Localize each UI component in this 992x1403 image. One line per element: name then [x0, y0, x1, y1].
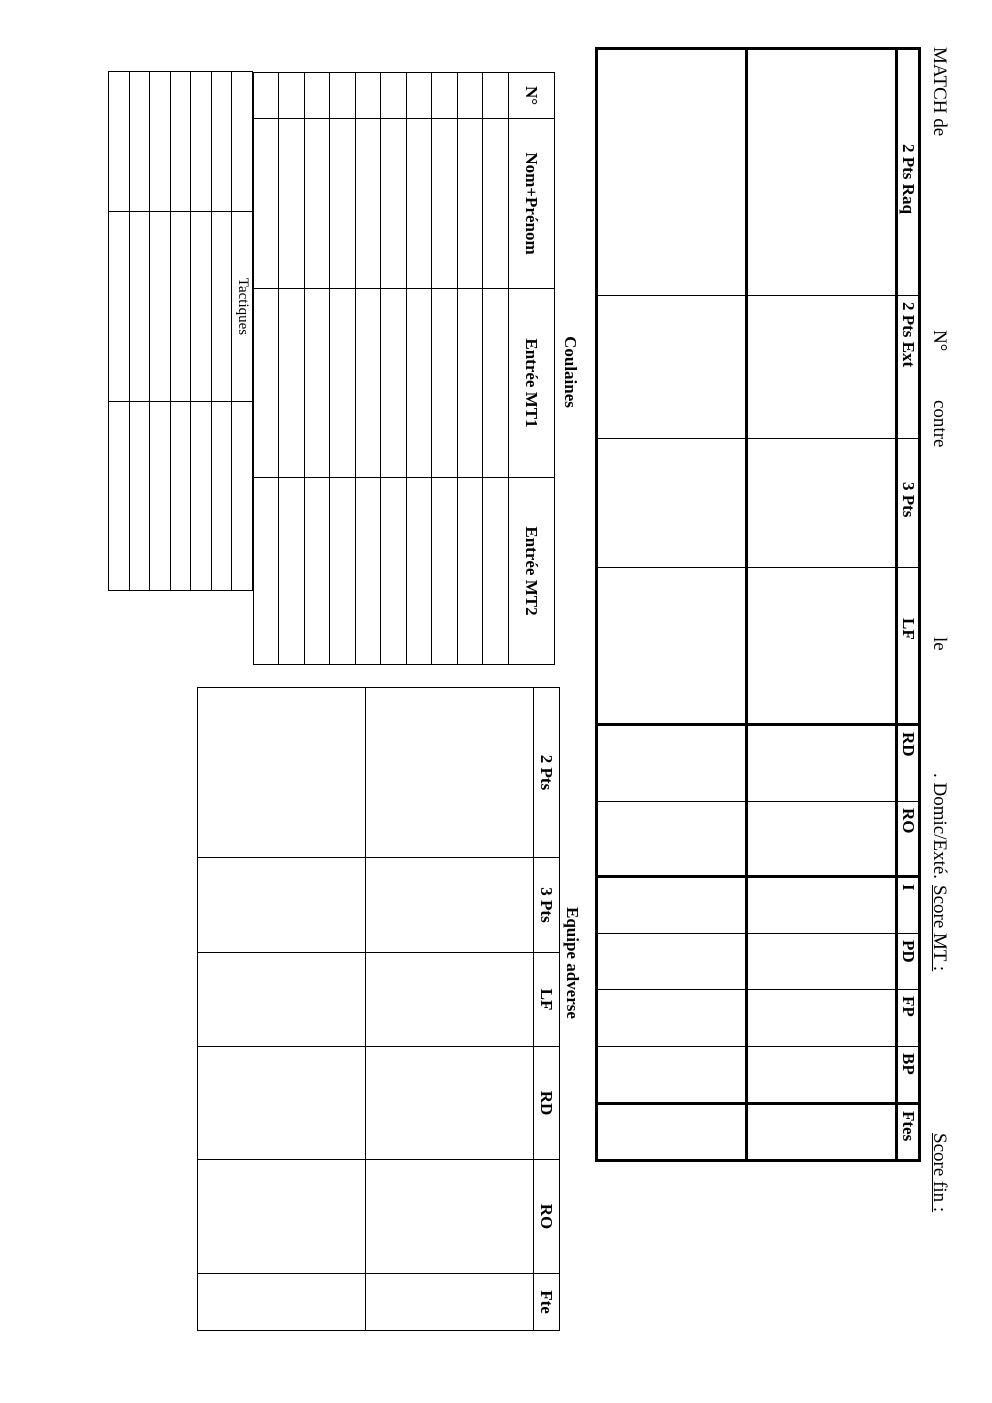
- tactics-cell[interactable]: [171, 402, 192, 591]
- col-2pts-raquette: 2 Pts Raq: [897, 49, 920, 296]
- roster-cell[interactable]: [356, 478, 382, 665]
- roster-header-row: [509, 73, 555, 665]
- stats-cell[interactable]: [597, 934, 747, 990]
- stats-cell[interactable]: [597, 296, 747, 439]
- col-rebonds-defensifs: RD: [897, 725, 920, 802]
- opponent-title: Equipe adverse: [563, 907, 582, 1019]
- roster-col-numero: N°: [509, 73, 555, 119]
- stats-header-row: [897, 49, 920, 1161]
- col-passes-decisives: PD: [897, 934, 920, 990]
- date-label: le: [929, 637, 950, 651]
- opponent-row-1: [366, 688, 534, 1331]
- tactics-cell[interactable]: [150, 72, 171, 212]
- tactics-cell[interactable]: [191, 212, 212, 402]
- score-final-label: Score fin :: [929, 1133, 950, 1213]
- col-lancers-francs: LF: [897, 568, 920, 725]
- roster-cell[interactable]: [483, 73, 509, 119]
- opp-col-fautes: Fte: [534, 1274, 560, 1331]
- tactics-cell[interactable]: [212, 212, 233, 402]
- opp-col-2pts: 2 Pts: [534, 688, 560, 858]
- opp-cell[interactable]: [366, 1274, 534, 1331]
- stats-cell[interactable]: [747, 802, 897, 877]
- opp-col-3pts: 3 Pts: [534, 858, 560, 953]
- tactics-cell[interactable]: [109, 212, 130, 402]
- opp-cell[interactable]: [366, 688, 534, 858]
- stats-cell[interactable]: [747, 990, 897, 1047]
- roster-row: [407, 73, 433, 665]
- roster-cell[interactable]: [254, 73, 280, 119]
- roster-row: [254, 73, 280, 665]
- roster-cell[interactable]: [432, 73, 458, 119]
- tactics-cell[interactable]: [212, 402, 233, 591]
- opponent-stats-table: [197, 687, 560, 1331]
- stats-cell[interactable]: [747, 1104, 897, 1161]
- roster-cell[interactable]: [305, 478, 331, 665]
- roster-cell[interactable]: [330, 73, 356, 119]
- roster-cell[interactable]: [483, 478, 509, 665]
- tactics-row: [212, 72, 233, 591]
- stats-cell[interactable]: [597, 877, 747, 934]
- team-stats-table: [595, 47, 921, 1162]
- stats-cell[interactable]: [597, 1047, 747, 1104]
- opp-cell[interactable]: [366, 858, 534, 953]
- col-fautes-provoquees: FP: [897, 990, 920, 1047]
- col-2pts-exterieur: 2 Pts Ext: [897, 296, 920, 439]
- tactics-row: [130, 72, 151, 591]
- tactics-row: [232, 72, 253, 591]
- roster-row: [381, 73, 407, 665]
- roster-table: [253, 72, 555, 665]
- opponent-row-2: [198, 688, 366, 1331]
- roster-cell[interactable]: [458, 119, 484, 289]
- opp-col-rebonds-defensifs: RD: [534, 1047, 560, 1160]
- opp-cell[interactable]: [198, 1047, 366, 1160]
- stats-cell[interactable]: [597, 568, 747, 725]
- roster-cell[interactable]: [279, 478, 305, 665]
- score-mt-label: Score MT :: [929, 885, 950, 972]
- stats-cell[interactable]: [747, 1047, 897, 1104]
- roster-cell[interactable]: [458, 478, 484, 665]
- stats-cell[interactable]: [597, 1104, 747, 1161]
- tactics-cell[interactable]: [150, 212, 171, 402]
- roster-cell[interactable]: [407, 478, 433, 665]
- tactics-cell[interactable]: [109, 72, 130, 212]
- tactics-row: [191, 72, 212, 591]
- tactics-cell[interactable]: [109, 402, 130, 591]
- roster-cell[interactable]: [356, 119, 382, 289]
- roster-cell[interactable]: [279, 289, 305, 478]
- tactics-row: [171, 72, 192, 591]
- roster-cell[interactable]: [407, 119, 433, 289]
- roster-cell[interactable]: [483, 289, 509, 478]
- roster-cell[interactable]: [254, 289, 280, 478]
- opp-col-lancers-francs: LF: [534, 953, 560, 1047]
- roster-cell[interactable]: [305, 73, 331, 119]
- tactics-cell[interactable]: [150, 402, 171, 591]
- stats-cell[interactable]: [747, 49, 897, 296]
- roster-cell[interactable]: [458, 73, 484, 119]
- stats-row-1: [747, 49, 897, 1161]
- contre-label: contre: [929, 400, 950, 448]
- roster-row: [483, 73, 509, 665]
- roster-cell[interactable]: [381, 478, 407, 665]
- roster-cell[interactable]: [407, 73, 433, 119]
- roster-cell[interactable]: [305, 119, 331, 289]
- roster-col-nom-prenom: Nom+Prénom: [509, 119, 555, 289]
- roster-row: [305, 73, 331, 665]
- opp-cell[interactable]: [366, 953, 534, 1047]
- tactics-cell[interactable]: [130, 402, 151, 591]
- roster-row: [458, 73, 484, 665]
- tactics-row: [109, 72, 130, 591]
- stats-cell[interactable]: [747, 568, 897, 725]
- stats-cell[interactable]: [747, 934, 897, 990]
- roster-cell[interactable]: [483, 119, 509, 289]
- opp-cell[interactable]: [198, 953, 366, 1047]
- roster-title: Coulaines: [561, 336, 580, 408]
- tactics-cell[interactable]: [232, 72, 253, 212]
- roster-cell[interactable]: [381, 289, 407, 478]
- roster-cell[interactable]: [254, 119, 280, 289]
- roster-row: [432, 73, 458, 665]
- tactics-cell[interactable]: [130, 212, 151, 402]
- roster-cell[interactable]: [279, 73, 305, 119]
- roster-cell[interactable]: [381, 73, 407, 119]
- roster-row: [356, 73, 382, 665]
- col-interceptions: I: [897, 877, 920, 934]
- tactics-table: [109, 71, 254, 591]
- opponent-header-row: [534, 688, 560, 1331]
- tactics-cell[interactable]: [191, 402, 212, 591]
- tactics-title: Tactiques: [232, 212, 253, 402]
- opp-cell[interactable]: [366, 1160, 534, 1274]
- stats-cell[interactable]: [597, 439, 747, 568]
- stats-cell[interactable]: [597, 990, 747, 1047]
- stats-cell[interactable]: [747, 877, 897, 934]
- roster-cell[interactable]: [432, 119, 458, 289]
- roster-cell[interactable]: [305, 289, 331, 478]
- roster-cell[interactable]: [381, 119, 407, 289]
- opp-cell[interactable]: [198, 1160, 366, 1274]
- roster-cell[interactable]: [356, 289, 382, 478]
- stats-cell[interactable]: [747, 725, 897, 802]
- roster-cell[interactable]: [254, 478, 280, 665]
- col-rebonds-offensifs: RO: [897, 802, 920, 877]
- roster-cell[interactable]: [279, 119, 305, 289]
- tactics-cell[interactable]: [130, 72, 151, 212]
- col-fautes: Ftes: [897, 1104, 920, 1161]
- roster-row: [330, 73, 356, 665]
- tactics-cell[interactable]: [191, 72, 212, 212]
- stats-cell[interactable]: [597, 725, 747, 802]
- roster-row: [279, 73, 305, 665]
- number-label: N°: [929, 330, 950, 352]
- roster-cell[interactable]: [330, 478, 356, 665]
- tactics-cell[interactable]: [171, 212, 192, 402]
- col-balles-perdues: BP: [897, 1047, 920, 1104]
- domicile-exterieur-label: . Domic/Exté.: [929, 773, 950, 880]
- opp-cell[interactable]: [198, 1274, 366, 1331]
- roster-col-entree-mt1: Entrée MT1: [509, 289, 555, 478]
- tactics-cell[interactable]: [171, 72, 192, 212]
- roster-col-entree-mt2: Entrée MT2: [509, 478, 555, 665]
- tactics-cell[interactable]: [232, 402, 253, 591]
- roster-cell[interactable]: [458, 289, 484, 478]
- col-3pts: 3 Pts: [897, 439, 920, 568]
- tactics-row: [150, 72, 171, 591]
- roster-cell[interactable]: [407, 289, 433, 478]
- opp-col-rebonds-offensifs: RO: [534, 1160, 560, 1274]
- stats-row-2: [597, 49, 747, 1161]
- match-label: MATCH de: [929, 47, 950, 137]
- tactics-cell[interactable]: [212, 72, 233, 212]
- roster-cell[interactable]: [432, 289, 458, 478]
- stats-cell[interactable]: [597, 49, 747, 296]
- stats-cell[interactable]: [747, 439, 897, 568]
- opp-cell[interactable]: [366, 1047, 534, 1160]
- roster-cell[interactable]: [356, 73, 382, 119]
- roster-cell[interactable]: [432, 478, 458, 665]
- opp-cell[interactable]: [198, 688, 366, 858]
- roster-cell[interactable]: [330, 119, 356, 289]
- opp-cell[interactable]: [198, 858, 366, 953]
- stats-cell[interactable]: [597, 802, 747, 877]
- roster-cell[interactable]: [330, 289, 356, 478]
- stats-cell[interactable]: [747, 296, 897, 439]
